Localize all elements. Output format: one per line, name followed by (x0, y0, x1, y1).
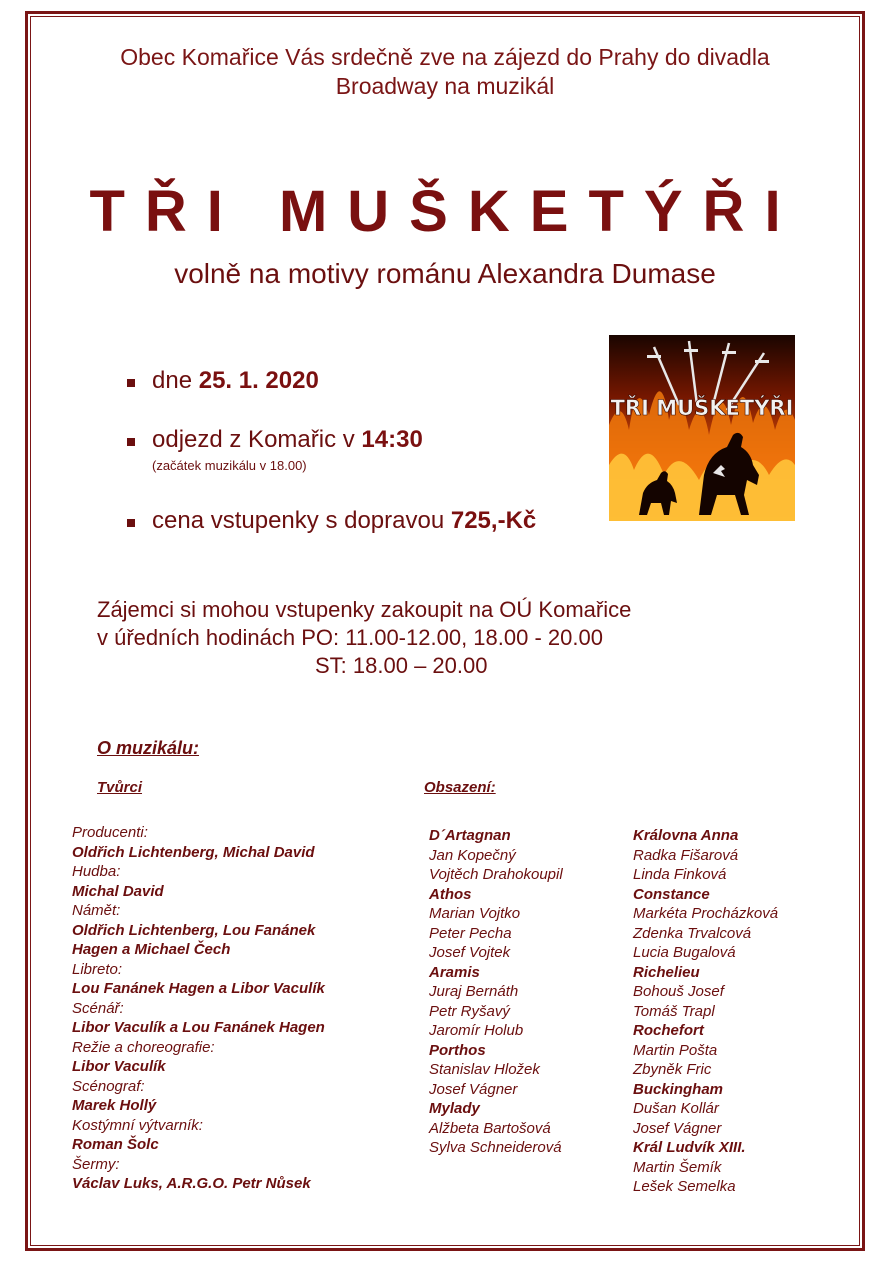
poster-logo-text: TŘI MUŠKETÝŘI (610, 396, 794, 420)
creator-name: Oldřich Lichtenberg, Michal David (72, 843, 315, 861)
cast-actor: Juraj Bernáth (429, 983, 519, 1000)
cast-actor: Linda Finková (633, 866, 727, 883)
cast-role: Mylady (429, 1100, 480, 1117)
cast-actor: Petr Ryšavý (429, 1002, 510, 1020)
invitation-line-2: Broadway na muzikál (335, 73, 555, 99)
date-value: 25. 1. 2020 (198, 367, 319, 394)
creator-name: Václav Luks, A.R.G.O. Petr Nůsek (72, 1175, 311, 1192)
cast-actor: Alžbeta Bartošová (429, 1119, 551, 1137)
price-value: 725,-Kč (450, 507, 537, 534)
departure-label: odjezd z Komařic v (152, 426, 362, 453)
departure-line (152, 426, 423, 454)
ticket-info-line-1: Zájemci si mohou vstupenky zakoupit na OÚ Komařice (97, 597, 632, 622)
cast-actor: Peter Pecha (429, 924, 512, 942)
bullet-icon (127, 379, 135, 387)
cast-actor: Martin Šemík (633, 1158, 722, 1176)
creator-role: Scénář: (72, 999, 124, 1017)
creator-name: Hagen a Michael Čech (72, 941, 231, 958)
cast-role: D´Artagnan (429, 827, 511, 844)
cast-list-right (633, 826, 778, 1197)
ticket-info-line-3: ST: 18.00 – 20.00 (315, 653, 488, 678)
cast-role: Porthos (429, 1041, 486, 1059)
about-heading: O muzikálu: (97, 738, 200, 758)
creators-heading: Tvůrci (97, 779, 143, 796)
cast-actor: Marian Vojtko (429, 905, 521, 922)
cast-actor: Josef Vágner (633, 1119, 722, 1137)
creator-role: Hudba: (72, 863, 121, 880)
price-line (152, 507, 536, 535)
cast-actor: Sylva Schneiderová (429, 1139, 562, 1156)
departure-time: 14:30 (361, 426, 423, 453)
invitation-line-1: Obec Komařice Vás srdečně zve na zájezd do Prahy do divadla (120, 44, 770, 70)
creators-list (72, 823, 325, 1194)
cast-role: Královna Anna (633, 827, 739, 844)
creator-name: Oldřich Lichtenberg, Lou Fanánek (72, 921, 316, 939)
creator-name: Libor Vaculík (72, 1058, 166, 1075)
cast-actor: Bohouš Josef (633, 983, 724, 1000)
cast-actor: Zdenka Trvalcová (633, 924, 752, 942)
cast-role: Král Ludvík XIII. (633, 1139, 746, 1156)
cast-actor: Lešek Semelka (633, 1178, 736, 1195)
cast-role: Buckingham (633, 1080, 724, 1098)
creator-name: Lou Fanánek Hagen a Libor Vaculík (72, 980, 325, 997)
cast-role: Aramis (429, 963, 480, 981)
cast-heading: Obsazení: (424, 779, 496, 796)
creator-role: Námět: (72, 902, 121, 919)
creator-role: Režie a choreografie: (72, 1038, 215, 1056)
bullet-icon (127, 438, 135, 446)
cast-role: Rochefort (633, 1022, 704, 1039)
musical-poster-image (609, 335, 795, 521)
cast-actor: Josef Vágner (429, 1080, 518, 1098)
creator-role: Scénograf: (72, 1077, 145, 1095)
cast-role: Athos (429, 885, 472, 903)
show-subtitle: volně na motivy románu Alexandra Dumase (174, 258, 716, 289)
creator-role: Šermy: (72, 1155, 120, 1173)
creator-name: Libor Vaculík a Lou Fanánek Hagen (72, 1019, 325, 1036)
cast-actor: Lucia Bugalová (633, 944, 736, 961)
cast-actor: Dušan Kollár (633, 1100, 719, 1117)
cast-actor: Josef Vojtek (429, 944, 511, 961)
cast-role: Constance (633, 885, 710, 903)
cast-actor: Stanislav Hložek (429, 1061, 540, 1078)
creator-role: Kostýmní výtvarník: (72, 1116, 203, 1134)
creator-name: Roman Šolc (72, 1136, 159, 1153)
price-label: cena vstupenky s dopravou (152, 507, 451, 534)
cast-actor: Jan Kopečný (429, 846, 516, 864)
bullet-icon (127, 519, 135, 527)
cast-actor: Radka Fišarová (633, 846, 739, 864)
ticket-info-line-2: v úředních hodinách PO: 11.00-12.00, 18.00 - 20.00 (97, 625, 603, 650)
date-line (152, 367, 319, 395)
start-note: (začátek muzikálu v 18.00) (152, 458, 307, 473)
cast-actor: Martin Pošta (633, 1041, 718, 1059)
cast-actor: Tomáš Trapl (633, 1002, 715, 1020)
date-label: dne (152, 367, 199, 394)
cast-actor: Jaromír Holub (429, 1022, 524, 1039)
cast-actor: Markéta Procházková (633, 905, 779, 922)
creator-name: Michal David (72, 882, 164, 900)
cast-actor: Zbyněk Fric (633, 1061, 712, 1078)
show-title: TŘI MUŠKETÝŘI (89, 179, 801, 244)
cast-actor: Vojtěch Drahokoupil (429, 866, 563, 883)
cast-role: Richelieu (633, 963, 700, 981)
creator-role: Producenti: (72, 824, 148, 841)
cast-list-left (429, 826, 563, 1158)
creator-name: Marek Hollý (72, 1097, 157, 1114)
creator-role: Libreto: (72, 960, 123, 978)
